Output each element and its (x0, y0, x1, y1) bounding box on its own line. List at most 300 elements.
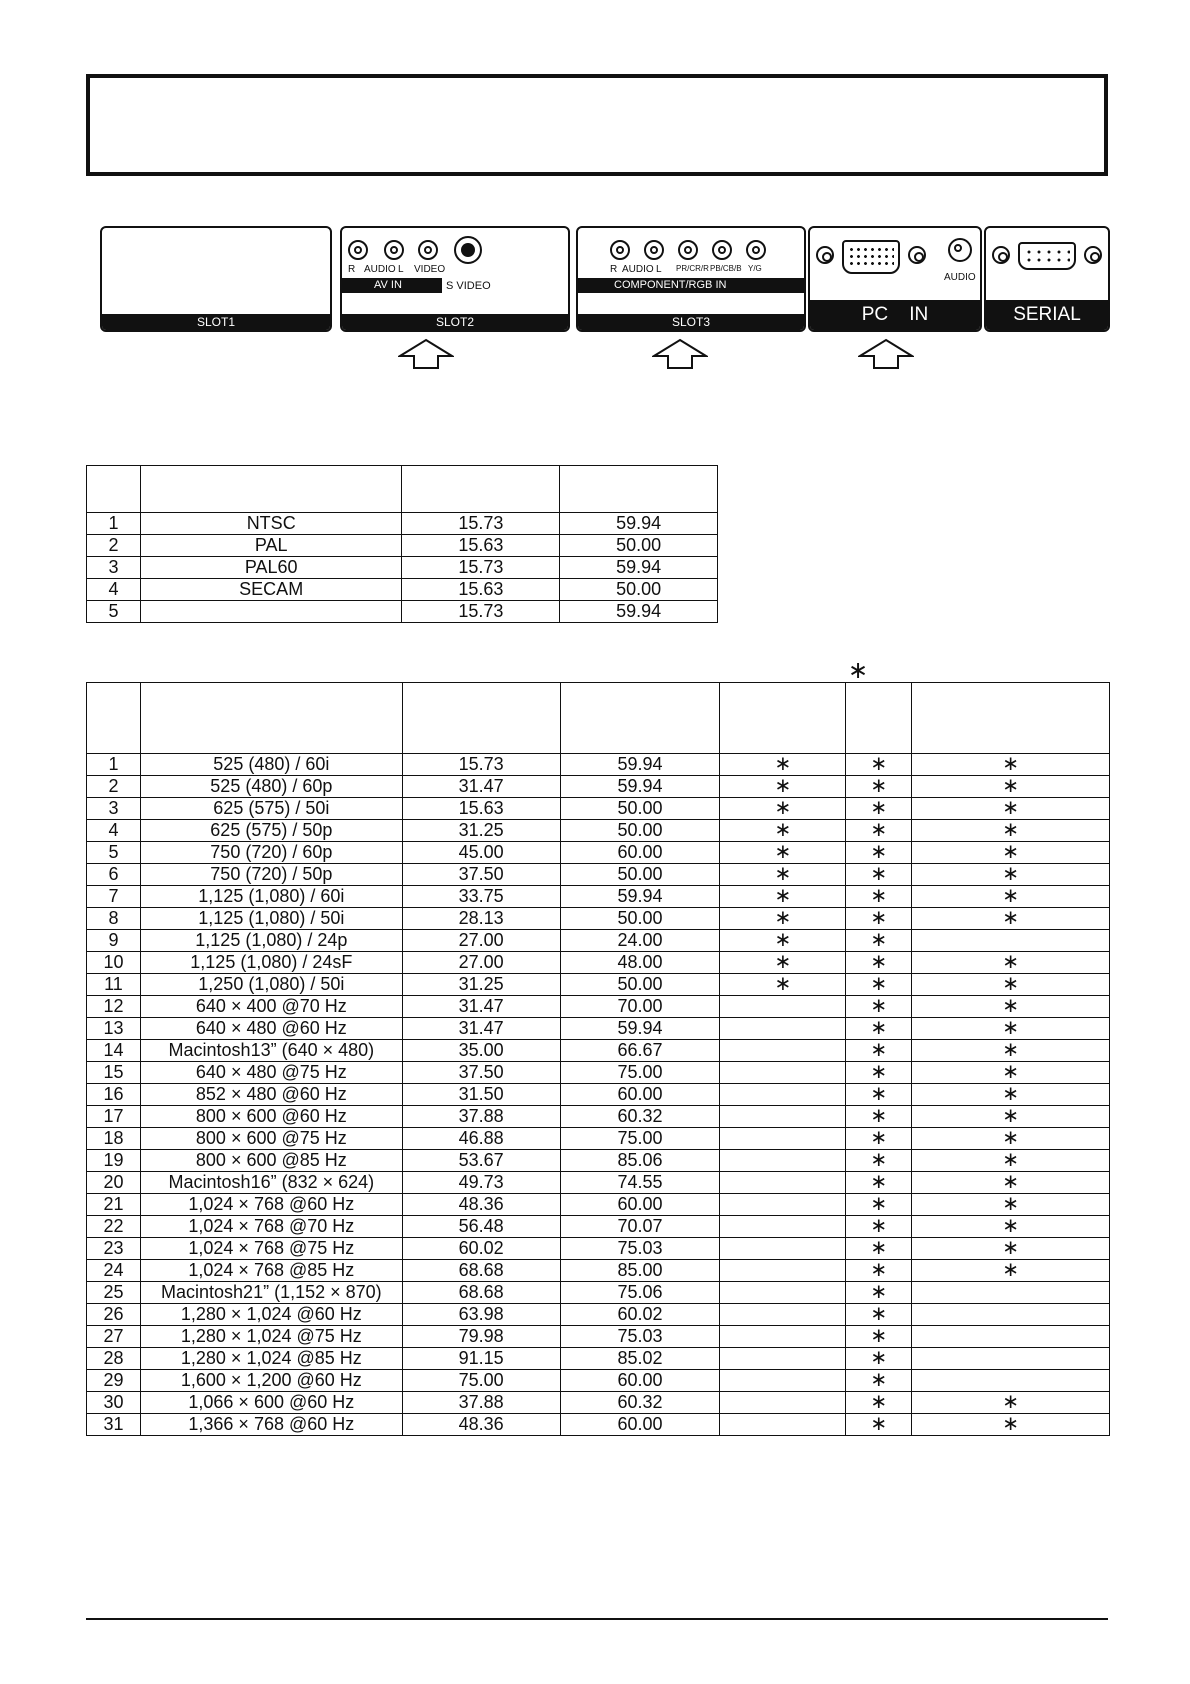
cell-v: 85.00 (560, 1260, 720, 1282)
cell-signal: 640 × 480 @75 Hz (140, 1062, 402, 1084)
table-row (87, 754, 1110, 776)
cell-v: 60.00 (560, 842, 720, 864)
slot3-panel (576, 226, 806, 332)
cell-v: 50.00 (560, 798, 720, 820)
table-row (87, 1128, 1110, 1150)
cell-signal: 800 × 600 @85 Hz (140, 1150, 402, 1172)
cell-signal: Macintosh13” (640 × 480) (140, 1040, 402, 1062)
cell-h: 56.48 (402, 1216, 560, 1238)
cell-c2: ∗ (846, 776, 912, 798)
serial-panel (984, 226, 1110, 332)
cell-c2: ∗ (846, 908, 912, 930)
cell-signal: 1,024 × 768 @60 Hz (140, 1194, 402, 1216)
slot1-label: SLOT1 (102, 314, 330, 330)
footer-rule (86, 1618, 1108, 1620)
cell-signal: 1,280 × 1,024 @75 Hz (140, 1326, 402, 1348)
cell-c3: ∗ (912, 1392, 1110, 1414)
cell-c2: ∗ (846, 754, 912, 776)
cell-c3: ∗ (912, 1172, 1110, 1194)
cell-c1 (720, 1172, 846, 1194)
cell-signal: 1,066 × 600 @60 Hz (140, 1392, 402, 1414)
component-rgb-in-label: COMPONENT/RGB IN (578, 278, 806, 293)
table-row (87, 557, 718, 579)
cell-v: 75.00 (560, 1128, 720, 1150)
cell-v: 60.00 (560, 1370, 720, 1392)
cell-no: 24 (87, 1260, 141, 1282)
cell-v: 59.94 (560, 513, 718, 535)
cell-v: 50.00 (560, 908, 720, 930)
cell-no: 28 (87, 1348, 141, 1370)
table-row (87, 908, 1110, 930)
screw-icon (1084, 246, 1102, 264)
slot3-label-audio: AUDIO (622, 264, 654, 275)
cell-c1 (720, 1150, 846, 1172)
label-r: R (348, 264, 356, 275)
av-in-label: AV IN (342, 278, 442, 293)
serial-label: SERIAL (986, 300, 1108, 330)
cell-no: 2 (87, 776, 141, 798)
cell-c3 (912, 1326, 1110, 1348)
cell-no: 6 (87, 864, 141, 886)
pc-audio-jack[interactable] (948, 238, 972, 262)
cell-c2: ∗ (846, 1348, 912, 1370)
cell-c3: ∗ (912, 864, 1110, 886)
cell-c2: ∗ (846, 1392, 912, 1414)
pc-audio-label: AUDIO (944, 272, 976, 283)
cell-no: 29 (87, 1370, 141, 1392)
cell-c3 (912, 1348, 1110, 1370)
table-row (87, 1216, 1110, 1238)
cell-signal: 800 × 600 @75 Hz (140, 1128, 402, 1150)
cell-signal: 1,280 × 1,024 @85 Hz (140, 1348, 402, 1370)
cell-c2: ∗ (846, 1084, 912, 1106)
cell-v: 70.07 (560, 1216, 720, 1238)
cell-signal: 852 × 480 @60 Hz (140, 1084, 402, 1106)
cell-c3: ∗ (912, 974, 1110, 996)
cell-c1 (720, 1106, 846, 1128)
cell-signal: 625 (575) / 50p (140, 820, 402, 842)
cell-no: 15 (87, 1062, 141, 1084)
cell-no: 22 (87, 1216, 141, 1238)
cell-c2: ∗ (846, 1370, 912, 1392)
cell-h: 37.88 (402, 1106, 560, 1128)
cell-signal: 525 (480) / 60i (140, 754, 402, 776)
cell-c3: ∗ (912, 1216, 1110, 1238)
cell-h: 31.47 (402, 776, 560, 798)
cell-signal: PAL60 (140, 557, 402, 579)
cell-c1 (720, 996, 846, 1018)
cell-c2: ∗ (846, 1150, 912, 1172)
table-row (87, 1260, 1110, 1282)
cell-c1: ∗ (720, 974, 846, 996)
video-signal-table (86, 465, 718, 623)
cell-signal: SECAM (140, 579, 402, 601)
label-video: VIDEO (414, 264, 446, 275)
cell-signal: PAL (140, 535, 402, 557)
table-row (87, 535, 718, 557)
cell-h: 35.00 (402, 1040, 560, 1062)
cell-h: 48.36 (402, 1414, 560, 1436)
slot2-label: SLOT2 (342, 314, 568, 330)
cell-c3: ∗ (912, 820, 1110, 842)
cell-h: 15.63 (402, 535, 560, 557)
cell-v: 50.00 (560, 974, 720, 996)
cell-v: 85.06 (560, 1150, 720, 1172)
cell-c1 (720, 1260, 846, 1282)
up-arrow-icon (398, 338, 454, 370)
table-row (87, 1348, 1110, 1370)
cell-no: 18 (87, 1128, 141, 1150)
cell-no: 14 (87, 1040, 141, 1062)
cell-no: 1 (87, 513, 141, 535)
cell-v: 60.00 (560, 1084, 720, 1106)
cell-c3: ∗ (912, 1040, 1110, 1062)
cell-c3: ∗ (912, 1018, 1110, 1040)
cell-c2: ∗ (846, 886, 912, 908)
cell-c2: ∗ (846, 798, 912, 820)
slot3-label-r: R (610, 264, 618, 275)
label-pb: PB/CB/B (710, 264, 742, 273)
cell-no: 5 (87, 842, 141, 864)
cell-c1 (720, 1282, 846, 1304)
cell-c3: ∗ (912, 1084, 1110, 1106)
cell-c3: ∗ (912, 798, 1110, 820)
cell-no: 26 (87, 1304, 141, 1326)
cell-c1: ∗ (720, 952, 846, 974)
cell-v: 59.94 (560, 886, 720, 908)
cell-h: 31.47 (402, 1018, 560, 1040)
cell-no: 7 (87, 886, 141, 908)
table-row (87, 1238, 1110, 1260)
cell-v: 59.94 (560, 557, 718, 579)
screw-icon (816, 246, 834, 264)
cell-no: 8 (87, 908, 141, 930)
table-row (87, 1106, 1110, 1128)
cell-v: 60.32 (560, 1392, 720, 1414)
cell-no: 23 (87, 1238, 141, 1260)
cell-c2: ∗ (846, 1282, 912, 1304)
cell-h: 91.15 (402, 1348, 560, 1370)
cell-c3: ∗ (912, 1150, 1110, 1172)
cell-no: 31 (87, 1414, 141, 1436)
slot3-audio-l-jack[interactable] (644, 240, 664, 260)
cell-h: 27.00 (402, 952, 560, 974)
cell-signal: 800 × 600 @60 Hz (140, 1106, 402, 1128)
cell-h: 68.68 (402, 1282, 560, 1304)
cell-c1: ∗ (720, 798, 846, 820)
cell-v: 59.94 (560, 1018, 720, 1040)
cell-v: 60.32 (560, 1106, 720, 1128)
slot1-panel (100, 226, 332, 332)
cell-no: 20 (87, 1172, 141, 1194)
audio-r-jack[interactable] (348, 240, 368, 260)
yg-jack[interactable] (746, 240, 766, 260)
cell-c1: ∗ (720, 820, 846, 842)
cell-signal: 1,600 × 1,200 @60 Hz (140, 1370, 402, 1392)
cell-h: 31.25 (402, 974, 560, 996)
audio-l-jack[interactable] (384, 240, 404, 260)
cell-no: 3 (87, 798, 141, 820)
cell-c3 (912, 1304, 1110, 1326)
cell-signal: 1,125 (1,080) / 24sF (140, 952, 402, 974)
table-row (87, 842, 1110, 864)
cell-c2: ∗ (846, 1106, 912, 1128)
cell-v: 60.00 (560, 1194, 720, 1216)
cell-h: 15.73 (402, 754, 560, 776)
cell-v: 48.00 (560, 952, 720, 974)
cell-h: 79.98 (402, 1326, 560, 1348)
cell-signal: 750 (720) / 60p (140, 842, 402, 864)
cell-v: 75.06 (560, 1282, 720, 1304)
cell-h: 48.36 (402, 1194, 560, 1216)
s-video-label: S VIDEO (446, 280, 491, 292)
cell-c2: ∗ (846, 1194, 912, 1216)
cell-v: 50.00 (560, 579, 718, 601)
cell-c1 (720, 1238, 846, 1260)
label-pr: PR/CR/R (676, 264, 709, 273)
cell-no: 13 (87, 1018, 141, 1040)
cell-c2: ∗ (846, 996, 912, 1018)
cell-h: 37.50 (402, 1062, 560, 1084)
cell-c3: ∗ (912, 1194, 1110, 1216)
cell-signal: Macintosh21” (1,152 × 870) (140, 1282, 402, 1304)
cell-signal: 1,024 × 768 @85 Hz (140, 1260, 402, 1282)
cell-h: 15.63 (402, 579, 560, 601)
table-row (87, 886, 1110, 908)
cell-no: 11 (87, 974, 141, 996)
table-header-row (87, 683, 1110, 754)
cell-v: 75.00 (560, 1062, 720, 1084)
pr-jack[interactable] (678, 240, 698, 260)
table-row (87, 820, 1110, 842)
cell-signal: 1,366 × 768 @60 Hz (140, 1414, 402, 1436)
cell-no: 25 (87, 1282, 141, 1304)
cell-h: 31.47 (402, 996, 560, 1018)
cell-v: 59.94 (560, 601, 718, 623)
cell-c1 (720, 1216, 846, 1238)
cell-signal: 750 (720) / 50p (140, 864, 402, 886)
cell-c1: ∗ (720, 908, 846, 930)
cell-no: 3 (87, 557, 141, 579)
table-row (87, 952, 1110, 974)
cell-no: 5 (87, 601, 141, 623)
cell-v: 50.00 (560, 864, 720, 886)
cell-v: 50.00 (560, 535, 718, 557)
table-row (87, 1150, 1110, 1172)
label-audio: AUDIO (364, 264, 396, 275)
cell-c3 (912, 1370, 1110, 1392)
cell-v: 60.00 (560, 1414, 720, 1436)
table-row (87, 1018, 1110, 1040)
serial-dsub-connector[interactable] (1018, 242, 1076, 270)
cell-c3: ∗ (912, 996, 1110, 1018)
cell-h: 33.75 (402, 886, 560, 908)
cell-c2: ∗ (846, 952, 912, 974)
cell-c1 (720, 1084, 846, 1106)
cell-c2: ∗ (846, 974, 912, 996)
cell-c1 (720, 1062, 846, 1084)
cell-c3 (912, 930, 1110, 952)
cell-c3: ∗ (912, 776, 1110, 798)
cell-no: 30 (87, 1392, 141, 1414)
cell-h: 68.68 (402, 1260, 560, 1282)
screw-icon (992, 246, 1010, 264)
cell-c1 (720, 1414, 846, 1436)
cell-no: 19 (87, 1150, 141, 1172)
cell-c1 (720, 1128, 846, 1150)
cell-c2: ∗ (846, 1238, 912, 1260)
slot2-panel (340, 226, 570, 332)
cell-no: 27 (87, 1326, 141, 1348)
cell-c1: ∗ (720, 930, 846, 952)
cell-c3: ∗ (912, 908, 1110, 930)
table-row (87, 1370, 1110, 1392)
up-arrow-icon (858, 338, 914, 370)
cell-h: 49.73 (402, 1172, 560, 1194)
cell-signal: 1,024 × 768 @70 Hz (140, 1216, 402, 1238)
table-header-row (87, 466, 718, 513)
cell-v: 59.94 (560, 776, 720, 798)
cell-c3: ∗ (912, 842, 1110, 864)
label-l: L (398, 264, 404, 275)
cell-c2: ∗ (846, 1414, 912, 1436)
table-row (87, 1282, 1110, 1304)
cell-c1: ∗ (720, 754, 846, 776)
cell-c2: ∗ (846, 930, 912, 952)
cell-no: 9 (87, 930, 141, 952)
cell-c2: ∗ (846, 820, 912, 842)
cell-c2: ∗ (846, 1128, 912, 1150)
table-row (87, 776, 1110, 798)
cell-h: 31.25 (402, 820, 560, 842)
table-row (87, 1326, 1110, 1348)
cell-signal: 640 × 400 @70 Hz (140, 996, 402, 1018)
table-row (87, 1194, 1110, 1216)
cell-h: 15.73 (402, 557, 560, 579)
cell-signal: Macintosh16” (832 × 624) (140, 1172, 402, 1194)
cell-v: 70.00 (560, 996, 720, 1018)
header-star: ∗ (848, 657, 869, 684)
cell-no: 21 (87, 1194, 141, 1216)
cell-h: 15.63 (402, 798, 560, 820)
cell-v: 50.00 (560, 820, 720, 842)
cell-v: 60.02 (560, 1304, 720, 1326)
pc-in-label: PC IN (810, 300, 980, 330)
cell-c1 (720, 1304, 846, 1326)
cell-v: 75.03 (560, 1238, 720, 1260)
table-row (87, 1414, 1110, 1436)
table-row (87, 1304, 1110, 1326)
table-row (87, 601, 718, 623)
cell-c2: ∗ (846, 1216, 912, 1238)
cell-c2: ∗ (846, 1172, 912, 1194)
cell-c2: ∗ (846, 842, 912, 864)
s-video-jack[interactable] (454, 236, 482, 264)
cell-c1 (720, 1370, 846, 1392)
cell-no: 1 (87, 754, 141, 776)
cell-c3: ∗ (912, 1106, 1110, 1128)
cell-c3: ∗ (912, 886, 1110, 908)
cell-signal: 640 × 480 @60 Hz (140, 1018, 402, 1040)
cell-c1 (720, 1326, 846, 1348)
cell-c2: ∗ (846, 1260, 912, 1282)
cell-no: 16 (87, 1084, 141, 1106)
cell-c1 (720, 1392, 846, 1414)
cell-v: 74.55 (560, 1172, 720, 1194)
cell-h: 53.67 (402, 1150, 560, 1172)
cell-c3: ∗ (912, 754, 1110, 776)
cell-c2: ∗ (846, 1304, 912, 1326)
cell-h: 45.00 (402, 842, 560, 864)
slot3-label: SLOT3 (578, 314, 804, 330)
pb-jack[interactable] (712, 240, 732, 260)
slot3-audio-r-jack[interactable] (610, 240, 630, 260)
video-jack[interactable] (418, 240, 438, 260)
cell-h: 31.50 (402, 1084, 560, 1106)
up-arrow-icon (652, 338, 708, 370)
cell-no: 17 (87, 1106, 141, 1128)
cell-h: 60.02 (402, 1238, 560, 1260)
cell-h: 63.98 (402, 1304, 560, 1326)
cell-v: 85.02 (560, 1348, 720, 1370)
cell-c1 (720, 1040, 846, 1062)
cell-c1 (720, 1348, 846, 1370)
table-row (87, 996, 1110, 1018)
cell-signal (140, 601, 402, 623)
table-row (87, 930, 1110, 952)
cell-c2: ∗ (846, 1018, 912, 1040)
cell-no: 10 (87, 952, 141, 974)
cell-v: 24.00 (560, 930, 720, 952)
cell-signal: 1,125 (1,080) / 24p (140, 930, 402, 952)
cell-h: 75.00 (402, 1370, 560, 1392)
cell-v: 66.67 (560, 1040, 720, 1062)
cell-no: 12 (87, 996, 141, 1018)
cell-c2: ∗ (846, 1040, 912, 1062)
cell-h: 15.73 (402, 601, 560, 623)
cell-h: 37.50 (402, 864, 560, 886)
cell-c1: ∗ (720, 776, 846, 798)
cell-c1 (720, 1018, 846, 1040)
pc-in-dsub-connector[interactable] (842, 240, 900, 274)
cell-signal: 1,024 × 768 @75 Hz (140, 1238, 402, 1260)
cell-c3: ∗ (912, 1238, 1110, 1260)
cell-c3: ∗ (912, 1062, 1110, 1084)
cell-no: 4 (87, 820, 141, 842)
component-pc-signal-table (86, 682, 1110, 1436)
cell-h: 15.73 (402, 513, 560, 535)
cell-c3: ∗ (912, 1128, 1110, 1150)
cell-c3 (912, 1282, 1110, 1304)
cell-c1: ∗ (720, 864, 846, 886)
cell-c3: ∗ (912, 952, 1110, 974)
table-row (87, 1172, 1110, 1194)
label-yg: Y/G (748, 264, 762, 273)
table-row (87, 513, 718, 535)
cell-signal: 1,250 (1,080) / 50i (140, 974, 402, 996)
table-row (87, 1062, 1110, 1084)
cell-signal: 1,280 × 1,024 @60 Hz (140, 1304, 402, 1326)
screw-icon (908, 246, 926, 264)
cell-c2: ∗ (846, 864, 912, 886)
slot3-label-l: L (656, 264, 662, 275)
table-row (87, 579, 718, 601)
title-box (86, 74, 1108, 176)
table-row (87, 864, 1110, 886)
cell-no: 4 (87, 579, 141, 601)
cell-v: 75.03 (560, 1326, 720, 1348)
cell-c3: ∗ (912, 1414, 1110, 1436)
